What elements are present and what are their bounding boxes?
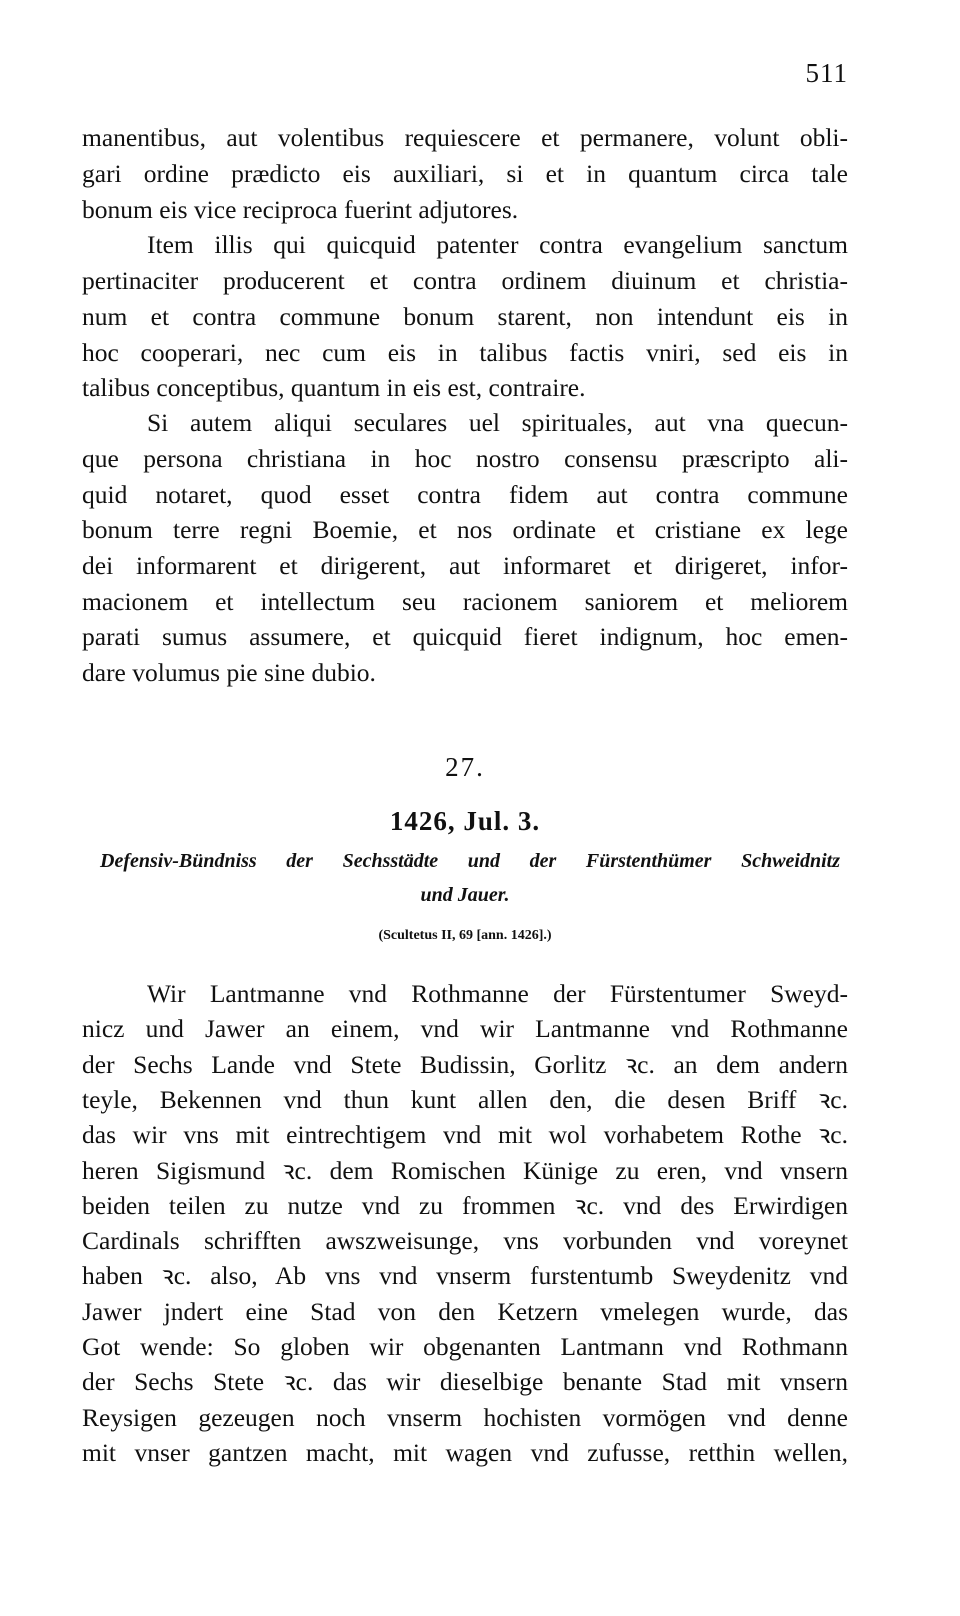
document-title-line: Defensiv-Bündniss der Sechsstädte und der Fürstenthümer Schweidnitz xyxy=(100,850,840,872)
text-line: der Sechs Stete ꝛc. das wir dieselbige benante Stad mit vnsern xyxy=(82,1367,848,1396)
text-line: teyle, Bekennen vnd thun kunt allen den, die desen Briff ꝛc. xyxy=(82,1085,848,1114)
text-line: talibus conceptibus, quantum in eis est, contraire. xyxy=(82,373,586,402)
text-line: manentibus, aut volentibus requiescere et permanere, volunt obli- xyxy=(82,123,848,152)
text-line: que persona christiana in hoc nostro consensu præscripto ali- xyxy=(82,444,848,473)
text-line: bonum eis vice reciproca fuerint adjutores. xyxy=(82,195,519,224)
page-number: 511 xyxy=(805,58,848,88)
text-line: beiden teilen zu nutze vnd zu frommen ꝛc. vnd des Erwirdigen xyxy=(82,1191,848,1220)
text-line: der Sechs Lande vnd Stete Budissin, Gorlitz ꝛc. an dem andern xyxy=(82,1050,848,1079)
text-line: Got wende: So globen wir obgenanten Lantmann vnd Rothmann xyxy=(82,1332,848,1361)
text-line: num et contra commune bonum starent, non intendunt eis in xyxy=(82,302,848,331)
text-line: heren Sigismund ꝛc. dem Romischen Künige zu eren, vnd vnsern xyxy=(82,1156,848,1185)
text-line: pertinaciter producerent et contra ordinem diuinum et christia- xyxy=(82,266,848,295)
document-number: 27. xyxy=(445,752,485,782)
text-line: hoc cooperari, nec cum eis in talibus factis vniri, sed eis in xyxy=(82,338,848,367)
text-line: Item illis qui quicquid patenter contra evangelium sanctum xyxy=(147,230,848,259)
text-line: Reysigen gezeugen noch vnserm hochisten vormögen vnd denne xyxy=(82,1403,848,1432)
text-line: quid notaret, quod esset contra fidem aut contra commune xyxy=(82,480,848,509)
text-line: mit vnser gantzen macht, mit wagen vnd zufusse, retthin wellen, xyxy=(82,1438,848,1467)
text-line: nicz und Jawer an einem, vnd wir Lantmanne vnd Rothmanne xyxy=(82,1014,848,1043)
text-line: dare volumus pie sine dubio. xyxy=(82,658,376,687)
text-line: Jawer jndert eine Stad von den Ketzern vmelegen wurde, das xyxy=(82,1297,848,1326)
text-line: bonum terre regni Boemie, et nos ordinate et cristiane ex lege xyxy=(82,515,848,544)
document-date: 1426, Jul. 3. xyxy=(389,806,541,836)
text-line: Wir Lantmanne vnd Rothmanne der Fürstentumer Sweyd- xyxy=(147,979,848,1008)
text-line: gari ordine prædicto eis auxiliari, si et in quantum circa tale xyxy=(82,159,848,188)
text-line: macionem et intellectum seu racionem saniorem et meliorem xyxy=(82,587,848,616)
document-source: (Scultetus II, 69 [ann. 1426].) xyxy=(378,928,552,943)
text-line: Cardinals schrifften awszweisunge, vns vorbunden vnd voreynet xyxy=(82,1226,848,1255)
text-line: parati sumus assumere, et quicquid fieret indignum, hoc emen- xyxy=(82,622,848,651)
document-title-line: und Jauer. xyxy=(420,884,510,906)
text-line: Si autem aliqui seculares uel spirituales, aut vna quecun- xyxy=(147,408,848,437)
text-line: das wir vns mit eintrechtigem vnd mit wol vorhabetem Rothe ꝛc. xyxy=(82,1120,848,1149)
text-line: dei informarent et dirigerent, aut informaret et dirigeret, infor- xyxy=(82,551,848,580)
text-line: haben ꝛc. also, Ab vns vnd vnserm furstentumb Sweydenitz vnd xyxy=(82,1261,848,1290)
